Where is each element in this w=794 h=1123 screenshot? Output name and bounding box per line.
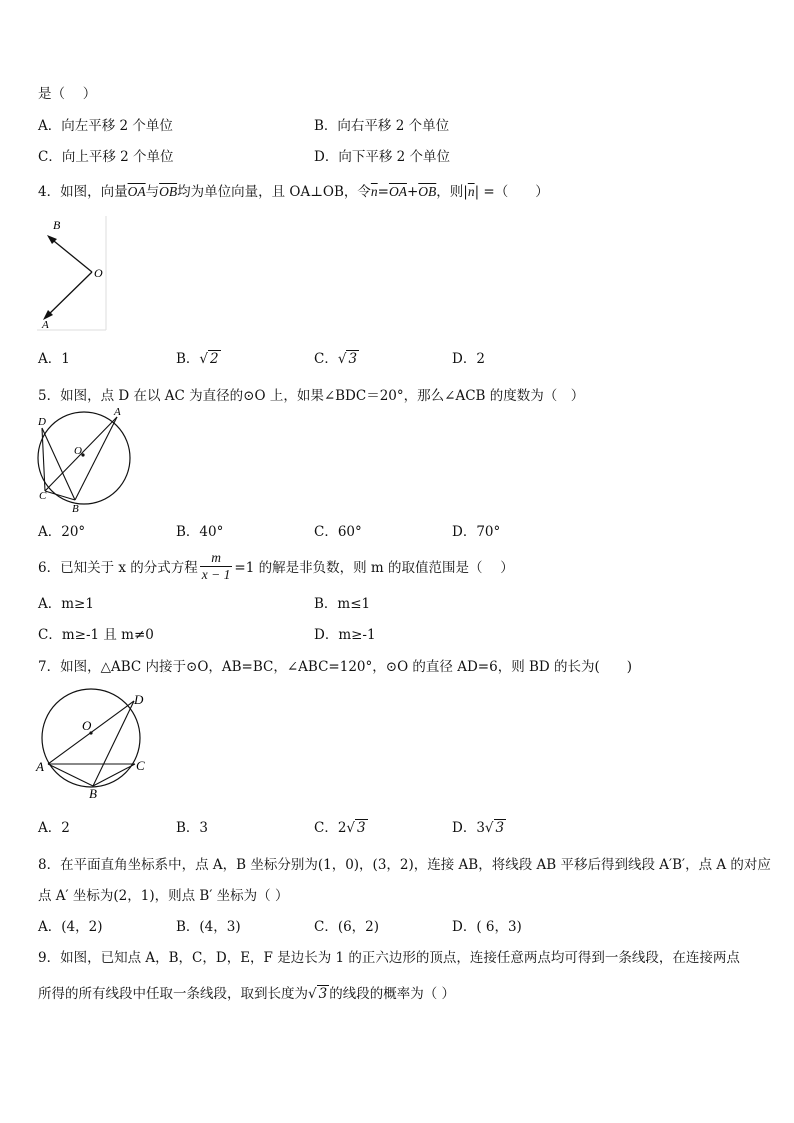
sqrt-expression: √ 2 bbox=[199, 351, 219, 367]
q4-stem-text: 均为单位向量，且 OA⊥OB，令 bbox=[177, 184, 371, 200]
option-letter: C．2 bbox=[314, 820, 347, 836]
sqrt-expression: √ 3 bbox=[337, 351, 358, 367]
q3-stem-tail: 是（ ） bbox=[38, 86, 97, 102]
q7-stem: 7．如图，△ABC 内接于⊙O，AB=BC，∠ABC=120°，⊙O 的直径 AD=6，则 BD 的长为( ) bbox=[38, 659, 633, 675]
option-letter: D．3 bbox=[452, 820, 485, 836]
q8-option-a: A．(4，2) bbox=[38, 919, 103, 935]
vector-ob-line bbox=[49, 237, 92, 272]
q8-option-d: D．( 6，3) bbox=[452, 919, 522, 935]
label-c: C bbox=[136, 758, 145, 773]
q7-option-a: A．2 bbox=[38, 820, 70, 836]
sqrt-expression: √ 3 bbox=[484, 820, 505, 836]
q4-option-b bbox=[176, 347, 221, 367]
label-d: D bbox=[134, 692, 144, 707]
q5-option-a: A．20° bbox=[38, 524, 86, 540]
q8-stem-line2: 点 A′ 坐标为(2，1)，则点 B′ 坐标为（ ） bbox=[38, 888, 289, 904]
q3-option-a: A．向左平移 2 个单位 bbox=[38, 118, 173, 134]
q4-option-a: A．1 bbox=[38, 351, 70, 367]
q8-option-c: C．(6，2) bbox=[314, 919, 380, 935]
q7-option-b: B．3 bbox=[176, 820, 209, 836]
q4-vector-oa: $\overline{OA}$ bbox=[127, 184, 146, 199]
label-b: B bbox=[53, 218, 61, 232]
fraction-numerator: m bbox=[200, 550, 233, 567]
q4-stem-tail: | =（ ） bbox=[474, 184, 549, 200]
q8-option-b: B．(4，3) bbox=[176, 919, 241, 935]
q6-option-a: A．m≥1 bbox=[38, 596, 94, 612]
q4-vector-n: $\overline{n}$ bbox=[467, 184, 475, 199]
q4-stem-text: 与 bbox=[145, 184, 160, 200]
label-a: A bbox=[114, 406, 121, 418]
q6-option-c: C．m≥-1 且 m≠0 bbox=[38, 627, 154, 643]
circle-o bbox=[42, 689, 140, 787]
q9-stem-line1: 9．如图，已知点 A，B，C，D，E，F 是边长为 1 的正六边形的顶点，连接任意两点均可得到一条线段，在连接两点 bbox=[38, 950, 740, 966]
label-o: O bbox=[82, 718, 92, 733]
q5-stem: 5．如图，点 D 在以 AC 为直径的⊙O 上，如果∠BDC＝20°，那么∠ACB 的度数为（ ） bbox=[38, 388, 585, 404]
radicand: 3 bbox=[348, 351, 358, 367]
label-b: B bbox=[89, 786, 97, 801]
segment-ab bbox=[75, 417, 117, 500]
q9-stem-tail: 的线段的概率为（ ） bbox=[329, 986, 455, 1002]
option-letter: C． bbox=[314, 351, 338, 367]
circle-o bbox=[38, 412, 130, 504]
q4-stem-text: ，则| bbox=[436, 184, 468, 200]
label-a: A bbox=[42, 319, 49, 331]
q5-circle-figure bbox=[34, 404, 146, 516]
q4-vector-ob: $\overline{OB}$ bbox=[418, 184, 437, 199]
q3-option-b: B．向右平移 2 个单位 bbox=[314, 118, 450, 134]
label-d: D bbox=[38, 416, 46, 428]
q7-option-c bbox=[314, 816, 368, 836]
q6-option-d: D．m≥-1 bbox=[314, 627, 376, 643]
segment-bd bbox=[93, 701, 134, 786]
q4-option-d: D．2 bbox=[452, 351, 485, 367]
label-c: C bbox=[39, 490, 47, 502]
segment-cb bbox=[45, 491, 75, 500]
q4-option-c bbox=[314, 347, 359, 367]
radicand: 2 bbox=[210, 351, 219, 367]
label-o: O bbox=[74, 445, 82, 457]
q4-vector-ob: $\overline{OB}$ bbox=[159, 184, 178, 199]
q4-stem-text: + bbox=[406, 184, 419, 200]
sqrt-expression: √ 3 bbox=[346, 820, 366, 836]
q4-stem-prefix: 4．如图，向量 bbox=[38, 184, 128, 200]
q5-option-c: C．60° bbox=[314, 524, 362, 540]
q3-option-d: D．向下平移 2 个单位 bbox=[314, 149, 450, 165]
q6-stem-prefix: 6．已知关于 x 的分式方程 bbox=[38, 560, 198, 576]
q5-option-d: D．70° bbox=[452, 524, 501, 540]
q3-option-c: C．向上平移 2 个单位 bbox=[38, 149, 174, 165]
q6-stem-tail: =1 的解是非负数，则 m 的取值范围是（ ） bbox=[234, 560, 514, 576]
label-b: B bbox=[72, 503, 79, 515]
q7-option-d bbox=[452, 816, 506, 836]
q6-option-b: B．m≤1 bbox=[314, 596, 371, 612]
radicand: 3 bbox=[318, 986, 328, 1002]
q5-option-b: B．40° bbox=[176, 524, 224, 540]
q4-vector-figure bbox=[36, 214, 108, 332]
q6-stem bbox=[38, 548, 514, 584]
label-o: O bbox=[94, 266, 103, 280]
segment-bc bbox=[93, 764, 135, 786]
q4-stem-text: = bbox=[377, 184, 389, 200]
fraction-denominator: x − 1 bbox=[201, 566, 231, 582]
q4-vector-n: $\overline{n}$ bbox=[370, 184, 378, 199]
q4-vector-oa: $\overline{OA}$ bbox=[388, 184, 407, 199]
option-letter: B． bbox=[176, 351, 200, 367]
q9-stem-line2 bbox=[38, 982, 455, 1002]
q4-stem bbox=[38, 180, 549, 200]
q7-circle-figure bbox=[34, 688, 158, 802]
vector-oa-line bbox=[45, 272, 92, 318]
sqrt-expression: √ 3 bbox=[308, 986, 328, 1002]
radicand: 3 bbox=[357, 820, 366, 836]
q9-stem-prefix: 所得的所有线段中任取一条线段，取到长度为 bbox=[38, 986, 308, 1002]
label-a: A bbox=[36, 759, 44, 774]
radicand: 3 bbox=[495, 820, 505, 836]
q6-fraction bbox=[200, 550, 233, 582]
q8-stem-line1: 8．在平面直角坐标系中，点 A，B 坐标分别为(1，0)，(3，2)，连接 AB，将线段 AB 平移后得到线段 A′B′，点 A 的对应 bbox=[38, 857, 771, 873]
